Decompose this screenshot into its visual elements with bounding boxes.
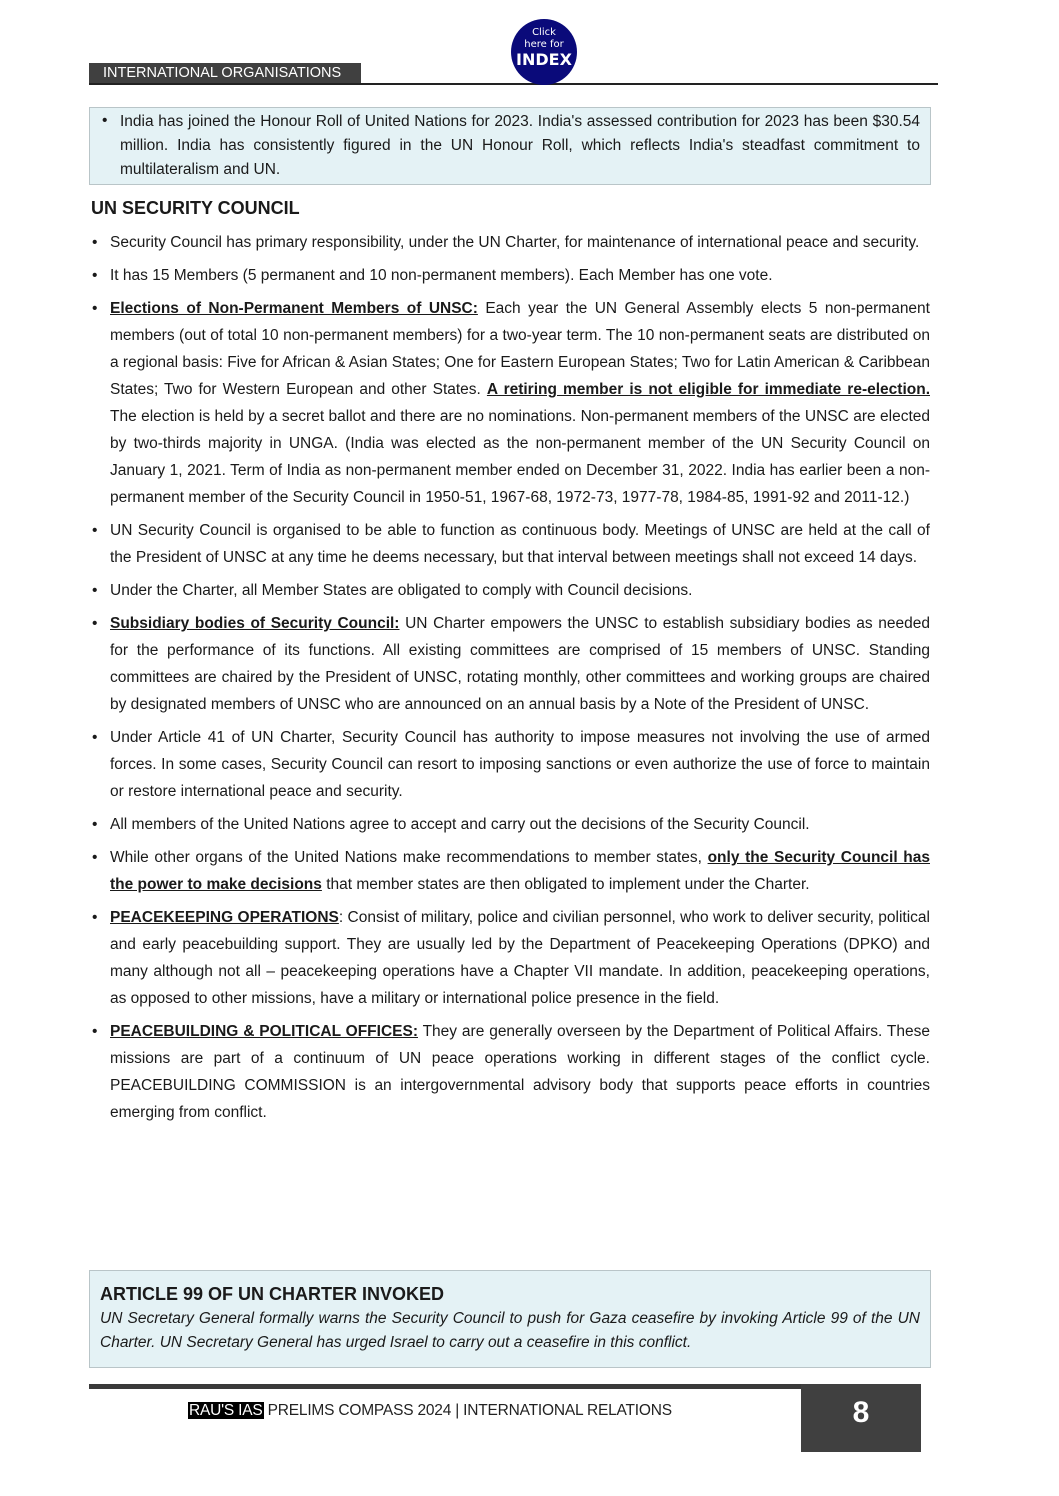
- item-text: All members of the United Nations agree to accept and carry out the decisions of the Security Council.: [110, 816, 810, 833]
- emphasis-text: A retiring member is not eligible for immediate re-election.: [486, 381, 930, 398]
- emphasis-text: only the Security Council has the power to make decisions: [110, 849, 930, 893]
- highlight-box: [89, 107, 931, 185]
- list-item: [110, 724, 930, 805]
- item-text: They are generally overseen by the Department of Political Affairs. These missions are part of a continuum of UN peace operations working in different stages of the conflict cycle. PEACEBUILDING COMMISSION is an intergovernmental advisory body that supports peace efforts in countries emerging from conflict.: [110, 1023, 930, 1121]
- emphasis-text: Subsidiary bodies of Security Council:: [110, 615, 400, 632]
- item-text: UN Security Council is organised to be able to function as continuous body. Meetings of UNSC are held at the call of the President of UNSC at any time he deems necessary, but that interval between meetings shall not exceed 14 days.: [110, 522, 930, 566]
- item-text: Each year the UN General Assembly elects 5 non-permanent members (out of total 10 non-permanent members) for a two-year term. The 10 non-permanent seats are distributed on a regional basis: Five for African & Asian States; One for Eastern European States; Two for Latin American & Caribbean States; Two for Western European and other States.: [110, 300, 930, 398]
- section-title: UN SECURITY COUNCIL: [91, 198, 300, 218]
- item-text: UN Charter empowers the UNSC to establish subsidiary bodies as needed for the performance of its functions. All existing committees are comprised of 15 members of UNSC. Standing committees are chaired by the President of UNSC, rotating monthly, other committees and working groups are chaired by designated members of UNSC who are announced on an annual basis by a Note of the President of UNSC.: [110, 615, 931, 713]
- emphasis-text: PEACEBUILDING & POLITICAL OFFICES:: [110, 1023, 418, 1040]
- item-text: : Consist of military, police and civilian personnel, who work to deliver security, political and early peacebuilding support. They are usually led by the Department of Peacekeeping Operations (DPKO) and many although not all – peacekeeping operations have a Chapter VII mandate. In addition, peacekeeping operations, as opposed to other missions, have a military or international police presence in the field.: [110, 909, 930, 1007]
- callout-box: [89, 1270, 931, 1368]
- section-header: INTERNATIONAL ORGANISATIONS: [89, 63, 361, 84]
- list-item: [110, 517, 930, 571]
- emphasis-text: PEACEKEEPING OPERATIONS: [110, 909, 339, 926]
- item-text: The election is held by a secret ballot and there are no nominations. Non-permanent members of the UNSC are elected by two-thirds majority in UNGA. (India was elected as the non-permanent member of the UN Security Council on January 1, 2021. Term of India as non-permanent member ended on December 31, 2022. India has earlier been a non-permanent member of the Security Council in 1950-51, 1967-68, 1972-73, 1977-78, 1984-85, 1991-92 and 2011-12.): [110, 408, 930, 506]
- list-item: [110, 811, 930, 838]
- footer-text: [188, 1402, 672, 1420]
- header-divider: [89, 83, 938, 85]
- callout-title: ARTICLE 99 OF UN CHARTER INVOKED: [100, 1284, 445, 1304]
- emphasis-text: Elections of Non-Permanent Members of UNSC:: [110, 300, 478, 317]
- index-button-line1: Click: [532, 27, 556, 38]
- list-item: [110, 295, 930, 511]
- list-item: [110, 1018, 930, 1126]
- list-item: [110, 229, 930, 256]
- list-item: [110, 610, 930, 718]
- index-button-line2: here for: [524, 39, 564, 50]
- item-text: While other organs of the United Nations make recommendations to member states,: [110, 849, 708, 866]
- callout-text: UN Secretary General formally warns the Security Council to push for Gaza ceasefire by invoking Article 99 of the UN Charter. UN Secretary General has urged Israel to carry out a ceasefire in this conflict.: [100, 1310, 920, 1351]
- item-text: that member states are then obligated to implement under the Charter.: [321, 876, 810, 893]
- item-text: Under Article 41 of UN Charter, Security Council has authority to impose measures not involving the use of armed forces. In some cases, Security Council can resort to imposing sanctions or even authorize the use of force to maintain or restore international peace and security.: [110, 729, 930, 800]
- highlight-text: India has joined the Honour Roll of United Nations for 2023. India's assessed contribution for 2023 has been $30.54 million. India has consistently figured in the UN Honour Roll, which reflects India's steadfast commitment to multilateralism and UN.: [120, 113, 920, 178]
- list-item: [110, 904, 930, 1012]
- page-number: 8: [801, 1384, 921, 1452]
- list-item: [110, 844, 930, 898]
- list-item: [110, 577, 930, 604]
- index-button[interactable]: [511, 19, 577, 85]
- item-text: It has 15 Members (5 permanent and 10 non-permanent members). Each Member has one vote.: [110, 267, 773, 284]
- index-button-line3: INDEX: [516, 50, 572, 69]
- footer-divider: [89, 1384, 921, 1389]
- bullet-list: [110, 229, 930, 1132]
- item-text: Under the Charter, all Member States are obligated to comply with Council decisions.: [110, 582, 693, 599]
- footer-brand: RAU'S IAS: [189, 1402, 263, 1419]
- footer-title: PRELIMS COMPASS 2024 | INTERNATIONAL RELATIONS: [263, 1402, 672, 1419]
- bullet-icon: •: [102, 112, 108, 129]
- item-text: Security Council has primary responsibility, under the UN Charter, for maintenance of international peace and security.: [110, 234, 920, 251]
- list-item: [110, 262, 930, 289]
